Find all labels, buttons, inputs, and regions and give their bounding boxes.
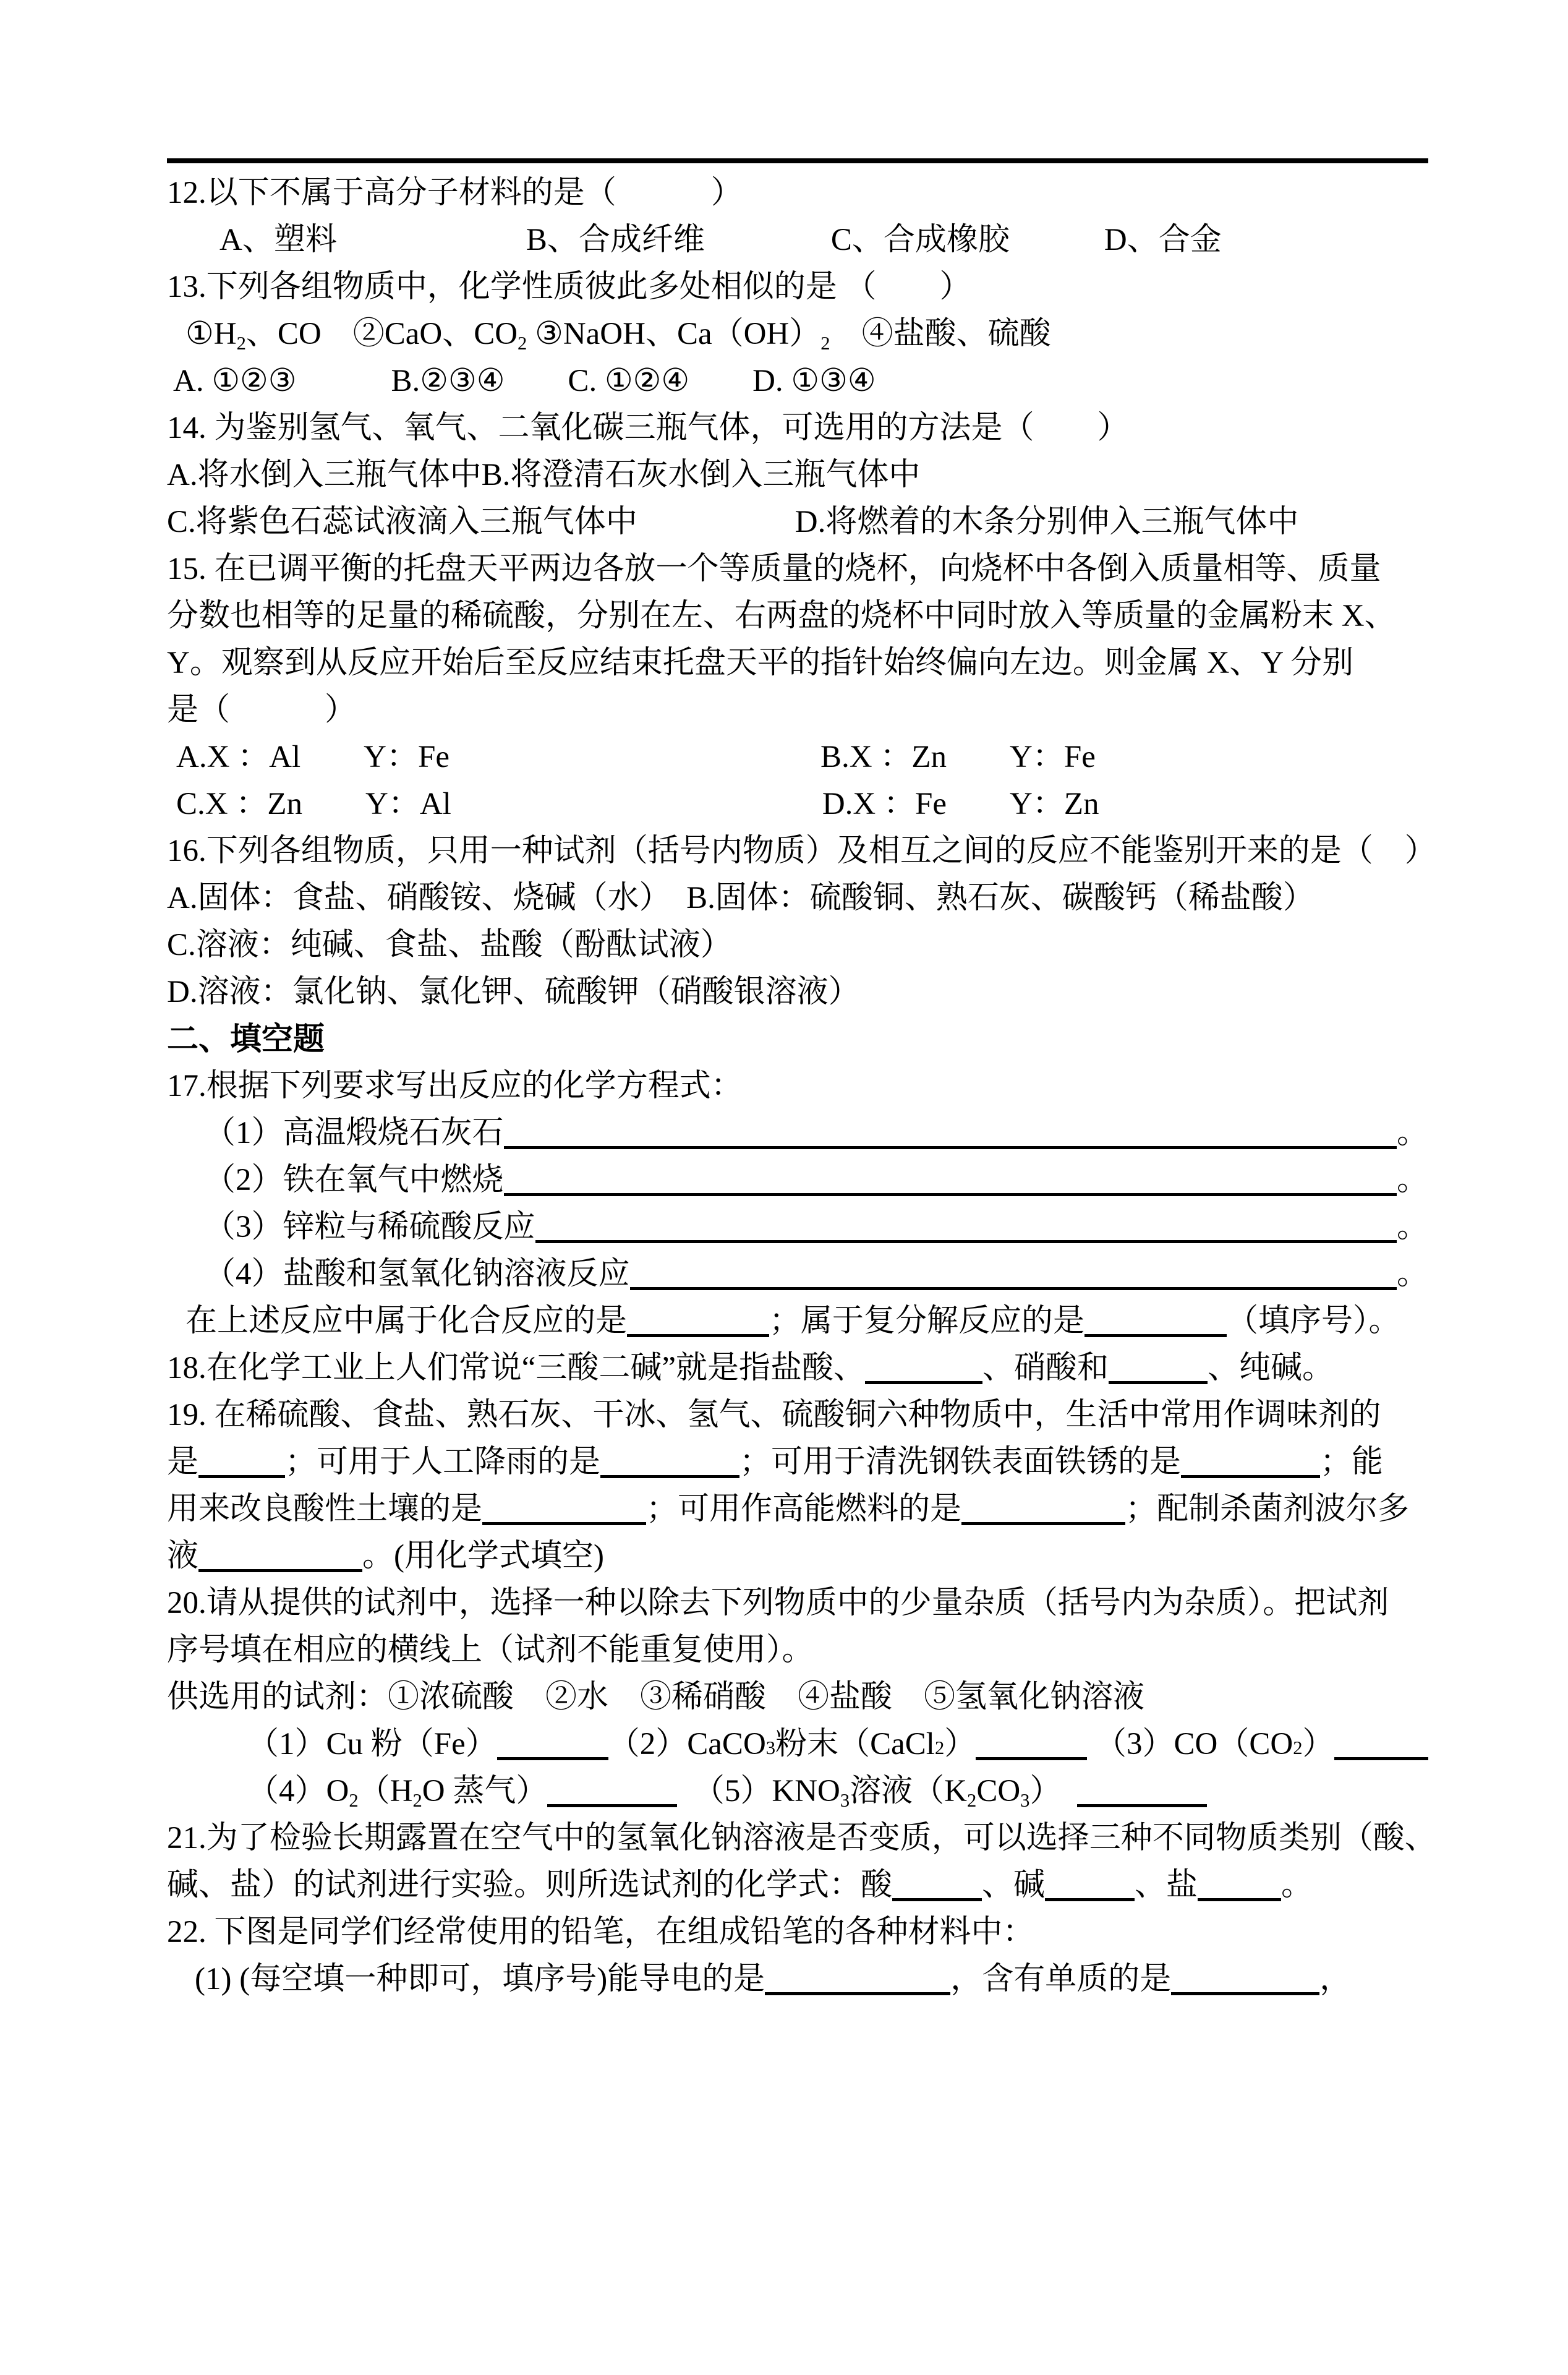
text-run: 。	[1396, 1257, 1428, 1291]
text-run: A、塑料 B、合成纤维 C、合成橡胶 D、合金	[219, 223, 1222, 257]
fill-in-blank-underline	[504, 1193, 1397, 1196]
text-run: 18.在化学工业上人们常说“三酸二碱”就是指盐酸、	[167, 1351, 866, 1385]
text-run: ；可用作高能燃料的是	[646, 1492, 962, 1526]
text-run: 在上述反应中属于化合反应的是	[185, 1304, 628, 1338]
q16-option-d	[167, 969, 1428, 1016]
text-run: ）	[944, 1727, 976, 1761]
q13-groups	[167, 310, 1428, 357]
text-run: ①H	[185, 317, 237, 351]
fill-in-blank-underline	[1334, 1757, 1428, 1760]
text-run: 。	[1396, 1210, 1428, 1244]
q15-stem-line2	[167, 593, 1428, 640]
q17-eq-3	[167, 1204, 1428, 1251]
text-run: 21.为了检验长期露置在空气中的氢氧化钠溶液是否变质，可以选择三种不同物质类别（酸、	[167, 1821, 1436, 1855]
text-run: ）	[1029, 1774, 1077, 1808]
q13-stem	[167, 263, 1428, 310]
q15-options-cd	[167, 781, 1428, 828]
q16-stem	[167, 828, 1436, 875]
fill-in-blank-underline	[865, 1381, 982, 1384]
text-run: 液	[167, 1539, 199, 1573]
text-run: 13.下列各组物质中，化学性质彼此多处相似的是 （ ）	[167, 270, 971, 304]
text-run: 是（ ）	[167, 693, 357, 727]
subscript-text: 2	[934, 1737, 945, 1758]
fill-in-blank-underline	[504, 1146, 1397, 1149]
q14-options-ab	[167, 451, 1428, 499]
text-run: A.X ：Al Y：Fe	[176, 740, 450, 774]
fill-in-blank-underline	[482, 1522, 646, 1525]
q16-option-c	[167, 922, 1428, 969]
fill-in-blank-underline	[892, 1898, 982, 1901]
fill-in-blank-underline	[535, 1240, 1397, 1243]
text-run: 用来改良酸性土壤的是	[167, 1492, 483, 1526]
q22-sub1	[167, 1956, 1428, 2003]
text-run: （H	[358, 1774, 413, 1808]
fill-in-blank-underline	[627, 1334, 769, 1337]
text-run: （4）O	[247, 1774, 349, 1808]
fill-in-blank-underline	[497, 1757, 608, 1760]
q15-options-ab	[167, 734, 1428, 781]
text-run: ，含有单质的是	[950, 1962, 1172, 1996]
q14-stem	[167, 404, 1428, 451]
q15-stem-line3	[167, 640, 1428, 687]
page-top-rule	[167, 158, 1428, 163]
q19-line1	[167, 1392, 1428, 1439]
text-run: （2）铁在氧气中燃烧	[204, 1163, 504, 1197]
text-run: ④盐酸、硫酸	[830, 317, 1051, 351]
text-run: 。(用化学式填空)	[362, 1539, 604, 1573]
q20-line1	[167, 1580, 1428, 1627]
text-run: 分数也相等的足量的稀硫酸，分别在左、右两盘的烧杯中同时放入等质量的金属粉末 X、	[167, 599, 1396, 633]
text-run: O 蒸气）	[422, 1774, 548, 1808]
subscript-text: 3	[765, 1737, 776, 1758]
q20-reagents	[167, 1674, 1428, 1721]
text-run: A.将水倒入三瓶气体中B.将澄清石灰水倒入三瓶气体中	[167, 458, 921, 492]
text-run: ③NaOH、Ca（OH）	[527, 317, 821, 351]
text-run: （1）Cu 粉（Fe）	[247, 1727, 497, 1761]
spacer	[451, 813, 822, 814]
text-run: C.X ：Zn Y：Al	[176, 787, 451, 821]
q12-stem	[167, 169, 1428, 216]
text-run: 17.根据下列要求写出反应的化学方程式：	[167, 1069, 743, 1103]
q12-options	[167, 216, 1428, 263]
text-run: 12.以下不属于高分子材料的是（ ）	[167, 176, 743, 210]
text-run: 溶液（K	[850, 1774, 968, 1808]
fill-in-blank-underline	[547, 1804, 677, 1807]
fill-in-blank-underline	[961, 1522, 1125, 1525]
fill-in-blank-underline	[630, 1287, 1397, 1290]
q22-stem	[167, 1909, 1428, 1956]
q15-stem-line1	[167, 546, 1428, 593]
text-run: ，	[1319, 1962, 1352, 1996]
fill-in-blank-underline	[1045, 1898, 1135, 1901]
text-run: 、纯碱。	[1208, 1351, 1334, 1385]
text-run: A.固体：食盐、硝酸铵、烧碱（水） B.固体：硫酸铜、熟石灰、碳酸钙（稀盐酸）	[167, 881, 1314, 915]
spacer	[450, 766, 820, 767]
text-run: 、CO ②CaO、CO	[245, 317, 518, 351]
q20-line2	[167, 1627, 1428, 1674]
subscript-text: 2	[349, 1790, 359, 1812]
text-run: 22. 下图是同学们经常使用的铅笔，在组成铅笔的各种材料中：	[167, 1915, 1034, 1949]
text-run: A. ①②③ B.②③④ C. ①②④ D. ①③④	[173, 364, 876, 398]
text-run: D.溶液：氯化钠、氯化钾、硫酸钾（硝酸银溶液）	[167, 975, 860, 1009]
section-2-heading	[167, 1016, 1428, 1063]
worksheet-page	[167, 158, 1436, 2003]
text-run: ；属于复分解反应的是	[769, 1304, 1085, 1338]
q15-stem-line4	[167, 687, 1428, 734]
text-run: ）	[1302, 1727, 1334, 1761]
q17-classify	[167, 1298, 1428, 1345]
fill-in-blank-underline	[765, 1992, 950, 1995]
text-run: D.X ：Fe Y：Zn	[822, 787, 1099, 821]
text-run: 14. 为鉴别氢气、氧气、二氧化碳三瓶气体，可选用的方法是（ ）	[167, 411, 1129, 445]
q16-options-ab	[167, 875, 1428, 922]
fill-in-blank-underline	[600, 1475, 739, 1478]
text-run: ；配制杀菌剂波尔多	[1125, 1492, 1410, 1526]
text-run: 。	[1281, 1868, 1313, 1902]
q21-line1	[167, 1815, 1436, 1862]
fill-in-blank-underline	[1198, 1898, 1281, 1901]
text-run: ；可用于清洗钢铁表面铁锈的是	[739, 1445, 1182, 1479]
text-run: 15. 在已调平衡的托盘天平两边各放一个等质量的烧杯，向烧杯中各倒入质量相等、质量	[167, 552, 1381, 586]
subscript-text: 2	[967, 1790, 977, 1812]
text-run: （5）KNO	[677, 1774, 840, 1808]
subscript-text: 2	[236, 333, 246, 354]
q17-eq-1	[167, 1110, 1428, 1157]
text-run: （3）CO（CO	[1087, 1727, 1293, 1761]
text-run: 序号填在相应的横线上（试剂不能重复使用）。	[167, 1633, 814, 1667]
q18	[167, 1345, 1428, 1392]
q17-eq-4	[167, 1251, 1428, 1298]
subscript-text: 3	[840, 1790, 850, 1812]
text-run: 。	[1396, 1163, 1428, 1197]
q13-options	[167, 357, 1428, 404]
subscript-text: 2	[820, 333, 830, 354]
q17-stem	[167, 1063, 1428, 1110]
text-run: C.溶液：纯碱、食盐、盐酸（酚酞试液）	[167, 928, 732, 962]
text-run: 、盐	[1135, 1868, 1198, 1902]
text-run: (1) (每空填一种即可，填序号)能导电的是	[195, 1962, 765, 1996]
subscript-text: 2	[518, 333, 527, 354]
q21-line2	[167, 1862, 1428, 1909]
text-run: 粉末（CaCl	[775, 1727, 935, 1761]
q14-options-cd	[167, 499, 1428, 546]
text-run: 是	[167, 1445, 199, 1479]
fill-in-blank-underline	[976, 1757, 1087, 1760]
q19-line4	[167, 1533, 1428, 1580]
q19-line2	[167, 1439, 1428, 1486]
text-run: B.X ：Zn Y：Fe	[820, 740, 1096, 774]
q17-eq-2	[167, 1157, 1428, 1204]
text-run: （3）锌粒与稀硫酸反应	[204, 1210, 535, 1244]
document-lines	[167, 169, 1436, 2003]
text-run: （4）盐酸和氢氧化钠溶液反应	[204, 1257, 630, 1291]
text-run: 二、填空题	[167, 1021, 325, 1056]
fill-in-blank-underline	[1084, 1334, 1227, 1337]
text-run: ；能	[1320, 1445, 1384, 1479]
text-run: （2）CaCO	[608, 1727, 766, 1761]
text-run: 。	[1396, 1116, 1428, 1150]
text-run: ；可用于人工降雨的是	[285, 1445, 601, 1479]
text-run: （1）高温煅烧石灰石	[204, 1116, 504, 1150]
fill-in-blank-underline	[1077, 1804, 1207, 1807]
text-run: 碱、盐）的试剂进行实验。则所选试剂的化学式：酸	[167, 1868, 893, 1902]
text-run: Y。观察到从反应开始后至反应结束托盘天平的指针始终偏向左边。则金属 X、Y 分别	[167, 646, 1354, 680]
text-run: C.将紫色石蕊试液滴入三瓶气体中 D.将燃着的木条分别伸入三瓶气体中	[167, 505, 1299, 539]
subscript-text: 3	[1020, 1790, 1030, 1812]
subscript-text: 2	[1293, 1737, 1303, 1758]
q20-items-2	[167, 1768, 1428, 1815]
text-run: 20.请从提供的试剂中，选择一种以除去下列物质中的少量杂质（括号内为杂质）。把试剂	[167, 1586, 1389, 1620]
fill-in-blank-underline	[198, 1569, 362, 1572]
fill-in-blank-underline	[1181, 1475, 1320, 1478]
text-run: （填序号）。	[1227, 1304, 1400, 1338]
fill-in-blank-underline	[1109, 1381, 1208, 1384]
text-run: CO	[976, 1774, 1021, 1808]
text-run: 16.下列各组物质，只用一种试剂（括号内物质）及相互之间的反应不能鉴别开来的是（ ）	[167, 834, 1436, 868]
text-run: 19. 在稀硫酸、食盐、熟石灰、干冰、氢气、硫酸铜六种物质中，生活中常用作调味剂的	[167, 1398, 1381, 1432]
text-run: 、碱	[982, 1868, 1046, 1902]
q20-items-1	[167, 1721, 1428, 1768]
subscript-text: 2	[412, 1790, 422, 1812]
text-run: 、硝酸和	[982, 1351, 1109, 1385]
text-run: 供选用的试剂：①浓硫酸 ②水 ③稀硝酸 ④盐酸 ⑤氢氧化钠溶液	[167, 1680, 1145, 1714]
q19-line3	[167, 1486, 1428, 1533]
fill-in-blank-underline	[1171, 1992, 1319, 1995]
fill-in-blank-underline	[198, 1475, 285, 1478]
